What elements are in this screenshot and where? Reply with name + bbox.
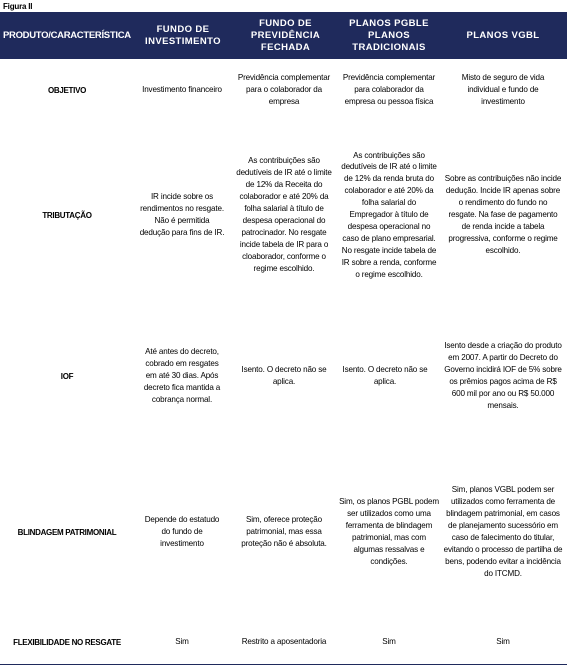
cell-objetivo-investment-fund: Investimento financeiro xyxy=(142,85,222,95)
cell-tributacao-closed-pension: As contribuições são dedutíveis de IR até o limite de 12% da Receita do colaborador e até 20% da folha salarial à título de despesa operacional do patrocinador. No resgate incide tabela de IR para o cloaborador, conforme o regime escolhido. xyxy=(236,156,332,273)
cell-iof-vgbl: Isento desde a criação do produto em 2007. A partir do Decreto do Governo incidirá IOF de 5% sobre os prêmios pagos acima de R$ 600 mil por ano ou R$ 50.000 mensais. xyxy=(444,341,562,410)
cell-iof-pgbl: Isento. O decreto não se aplica. xyxy=(342,365,428,386)
cell-objetivo-vgbl: Misto de seguro de vida individual e fundo de investimento xyxy=(461,73,545,106)
row-label-objetivo: OBJETIVO xyxy=(47,85,87,95)
header-vgbl-plans: PLANOS VGBL xyxy=(466,29,540,41)
cell-objetivo-pgbl: Previdência complementar para colaborador da empresa ou pessoa física xyxy=(342,73,436,106)
cell-iof-investment-fund: Até antes do decreto, cobrado em resgates em até 30 dias. Após decreto fica mantida a cobrança normal. xyxy=(143,347,221,404)
cell-iof-closed-pension: Isento. O decreto não se aplica. xyxy=(241,365,327,386)
header-investment-fund: FUNDO DE INVESTIMENTO xyxy=(145,23,221,47)
figure-label: Figura II xyxy=(3,2,33,11)
cell-flexibilidade-vgbl: Sim xyxy=(496,637,510,647)
cell-flexibilidade-investment-fund: Sim xyxy=(175,637,189,647)
row-label-blindagem-patrimonial: BLINDAGEM PATRIMONIAL xyxy=(17,527,117,537)
cell-blindagem-vgbl: Sim, planos VGBL podem ser utilizados como ferramenta de blindagem patrimonial, em casos de planejamento sucessório em caso de falecimento do titular, evitando o processo de partilha de bens, podendo evitar a incidência do ITCMD. xyxy=(443,485,563,578)
cell-blindagem-closed-pension: Sim, oferece proteção patrimonial, mas essa proteção não é absoluta. xyxy=(241,515,327,548)
cell-flexibilidade-closed-pension: Restrito a aposentadoria xyxy=(241,637,327,647)
cell-tributacao-vgbl: Sobre as contribuições não incide dedução. Incide IR apenas sobre o rendimento do fundo no resgate. Na fase de pagamento de renda incide a tabela progressiva, conforme o regime escolhido. xyxy=(444,174,562,255)
header-pgbl-traditional-plans: PLANOS PGBLE PLANOS TRADICIONAIS xyxy=(349,17,429,53)
header-product-characteristic: PRODUTO/CARACTERÍSTICA xyxy=(3,29,131,41)
cell-objetivo-closed-pension: Previdência complementar para o colaborador da empresa xyxy=(237,73,331,106)
header-closed-pension-fund: FUNDO DE PREVIDÊNCIA FECHADA xyxy=(250,17,321,53)
cell-tributacao-investment-fund: IR incide sobre os rendimentos no resgate. Não é permitida dedução para fins de IR. xyxy=(139,192,225,237)
table-bottom-rule xyxy=(0,664,567,665)
cell-tributacao-pgbl: As contribuições são dedutíveis de IR até o limite de 12% da renda bruta do colaborador e até 20% da folha salarial do Empregador à título de despesa operacional no caso de plano empresarial. No resgate incide tabela de IR sobre a renda, conforme o regime escolhido. xyxy=(341,150,437,279)
row-label-flexibilidade-resgate: FLEXIBILIDADE NO RESGATE xyxy=(13,637,121,647)
table-header-row xyxy=(0,12,567,59)
cell-blindagem-investment-fund: Depende do estatudo do fundo de investimento xyxy=(144,515,220,548)
row-label-tributacao: TRIBUTAÇÃO xyxy=(42,210,92,220)
cell-blindagem-pgbl: Sim, os planos PGBL podem ser utilizados como uma ferramenta de blindagem patrimonial, mas com algumas ressalvas e condições. xyxy=(339,497,439,566)
cell-flexibilidade-pgbl: Sim xyxy=(382,637,396,647)
row-label-iof: IOF xyxy=(60,371,74,381)
